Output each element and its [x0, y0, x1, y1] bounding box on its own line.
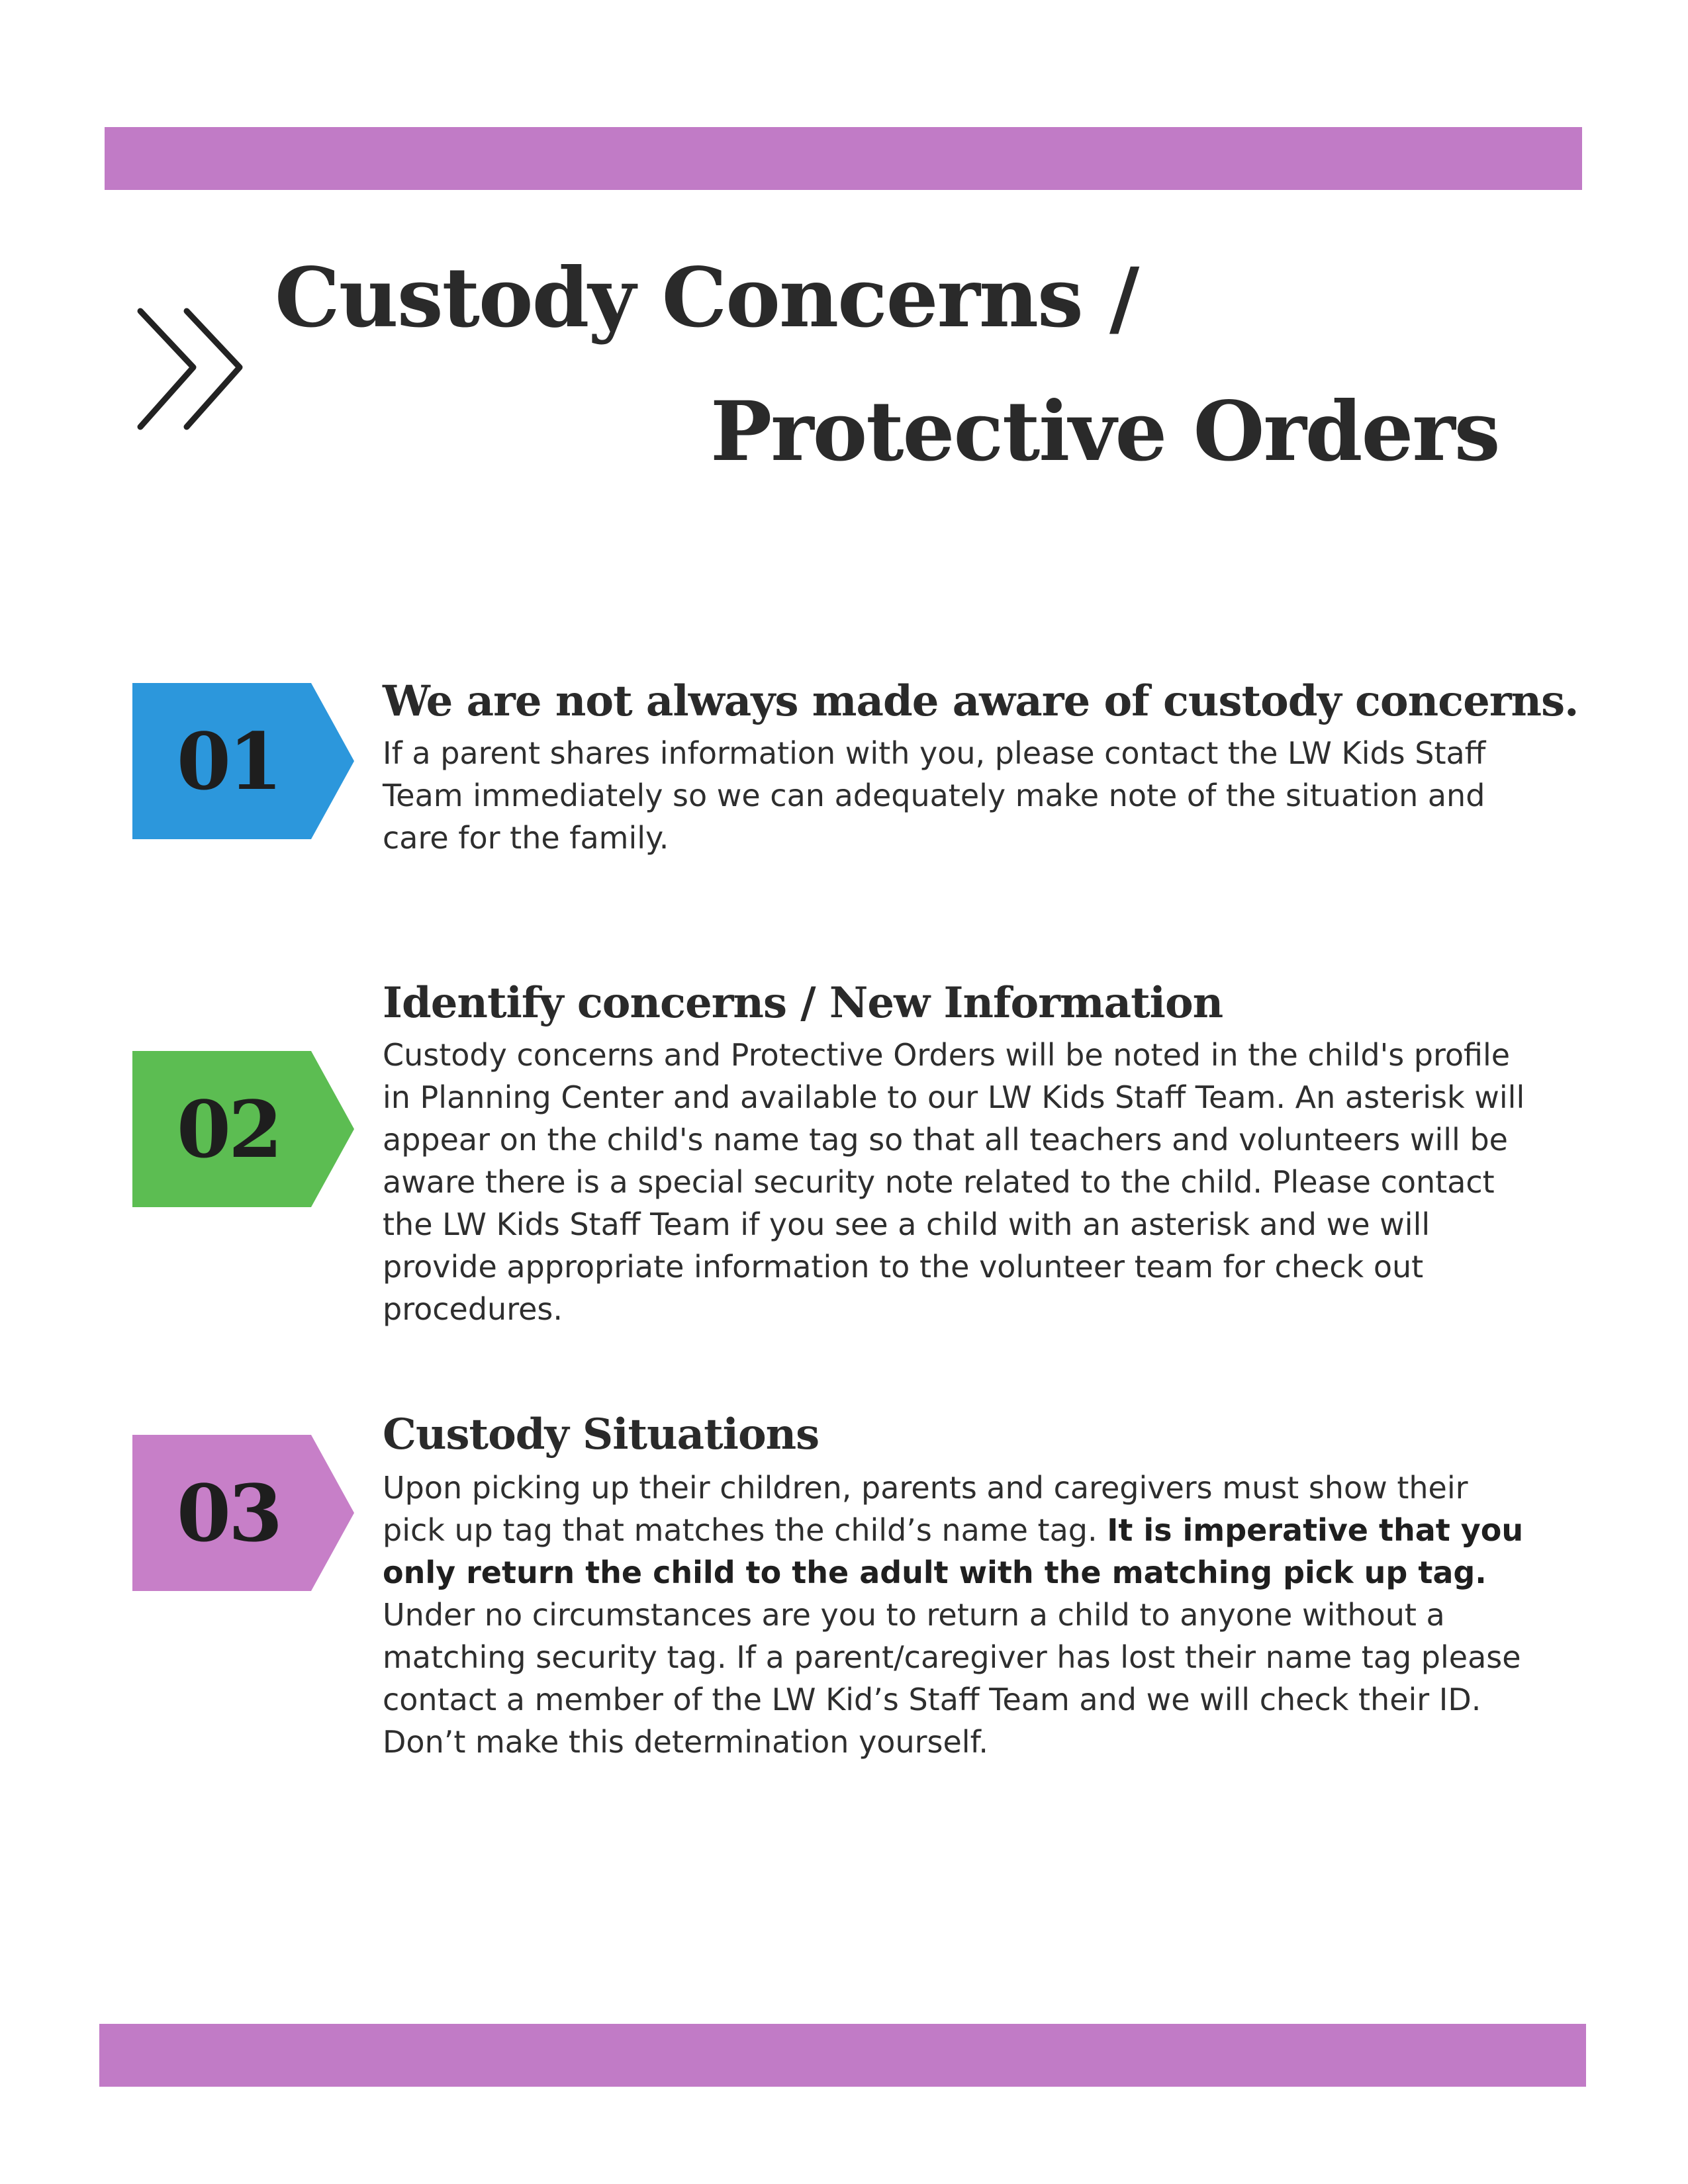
- section-heading-02: Identify concerns / New Information: [383, 978, 1223, 1028]
- step-number: 03: [176, 1467, 281, 1559]
- step-number: 02: [176, 1083, 281, 1175]
- body-emphasis: It is imperative that you only return the child to the adult with the matching pick up tag.: [383, 1512, 1524, 1590]
- page-title-line-2: Protective Orders: [710, 384, 1499, 480]
- section-heading-01: We are not always made aware of custody concerns.: [383, 676, 1579, 726]
- section-heading-03: Custody Situations: [383, 1410, 820, 1459]
- bottom-decorative-band: [99, 2024, 1586, 2087]
- double-chevron-right-icon: [132, 304, 258, 437]
- section-body-02: Custody concerns and Protective Orders will be noted in the child's profile in Planning Center and available to our LW Kids Staff Team. An asterisk will appear on the child's name tag so that all teachers and volunteers will be aware there is a special security note related to the child. Please contact the LW Kids Staff Team if you see a child with an asterisk and we will provide appropriate information to the volunteer team for check out procedures.: [383, 1037, 1525, 1327]
- step-number: 01: [176, 715, 281, 807]
- step-tag-01: [132, 683, 357, 839]
- step-tag-03: [132, 1435, 357, 1591]
- section-body-03: [383, 1467, 1534, 1763]
- step-tag-02: [132, 1051, 357, 1207]
- body-text: Upon picking up their children, parents and caregivers must show their pick up tag that matches the child’s name tag.: [383, 1470, 1468, 1548]
- top-decorative-band: [105, 127, 1582, 190]
- body-text: Under no circumstances are you to return a child to anyone without a matching security tag. If a parent/caregiver has lost their name tag please contact a member of the LW Kid’s Staff Team and we will check their ID. Don’t make this determination yourself.: [383, 1597, 1521, 1760]
- page-title-line-1: Custody Concerns /: [275, 250, 1139, 346]
- section-body-01: If a parent shares information with you, please contact the LW Kids Staff Team immediately so we can adequately make note of the situation and care for the family.: [383, 735, 1486, 856]
